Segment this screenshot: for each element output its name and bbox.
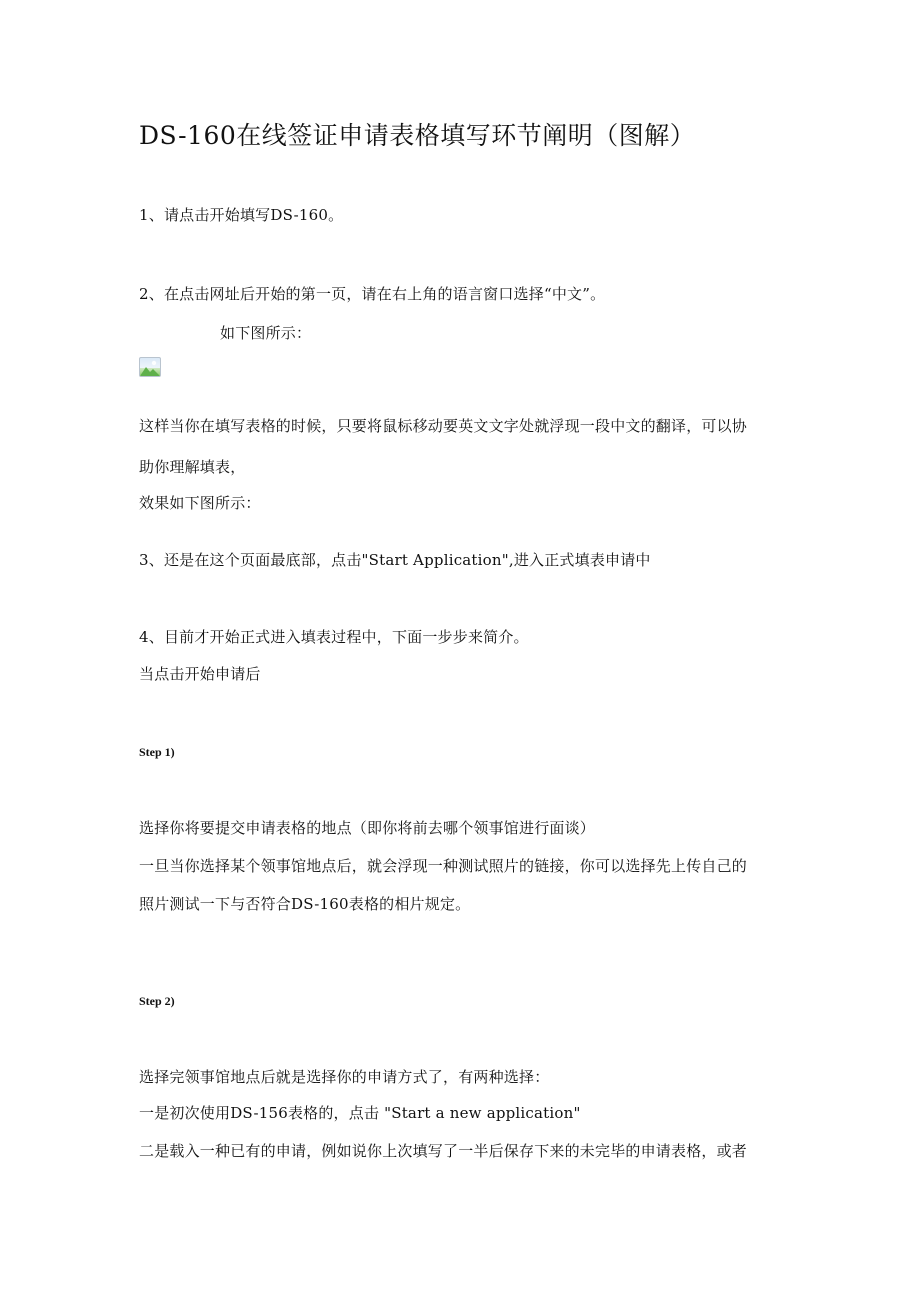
step-1-line-3: 照片测试一下与否符合DS-160表格的相片规定。 [139, 895, 471, 913]
paragraph-translation-line-1: 这样当你在填写表格的时候，只要将鼠标移动要英文文字处就浮现一段中文的翻译，可以协 [139, 417, 748, 435]
paragraph-translation-line-3: 效果如下图所示： [139, 494, 261, 512]
step-2-line-1: 选择完领事馆地点后就是选择你的申请方式了，有两种选择： [139, 1068, 550, 1086]
paragraph-step-2: 2、在点击网址后开始的第一页，请在右上角的语言窗口选择“中文”。 [139, 285, 606, 303]
paragraph-step-4-line-1: 4、目前才开始正式进入填表过程中，下面一步步来简介。 [139, 628, 529, 646]
broken-image-icon [139, 357, 161, 377]
step-1-line-1: 选择你将要提交申请表格的地点（即你将前去哪个领事馆进行面谈） [139, 819, 596, 837]
paragraph-step-1: 1、请点击开始填写DS-160。 [139, 206, 344, 224]
step-2-line-2: 一是初次使用DS-156表格的，点击 "Start a new application" [139, 1104, 581, 1122]
page-title: DS-160在线签证申请表格填写环节阐明（图解） [139, 121, 696, 150]
paragraph-step-4-line-2: 当点击开始申请后 [139, 665, 261, 683]
step-1-heading: Step 1) [139, 745, 175, 759]
paragraph-translation-line-2: 助你理解填表， [139, 458, 246, 476]
step-2-heading: Step 2) [139, 994, 175, 1008]
step-1-line-2: 一旦当你选择某个领事馆地点后，就会浮现一种测试照片的链接，你可以选择先上传自己的 [139, 857, 748, 875]
step-2-line-3: 二是载入一种已有的申请，例如说你上次填写了一半后保存下来的未完毕的申请表格，或者 [139, 1142, 748, 1160]
paragraph-step-3: 3、还是在这个页面最底部，点击"Start Application",进入正式填表申请中 [139, 551, 651, 569]
paragraph-step-2-note: 如下图所示： [220, 324, 312, 342]
